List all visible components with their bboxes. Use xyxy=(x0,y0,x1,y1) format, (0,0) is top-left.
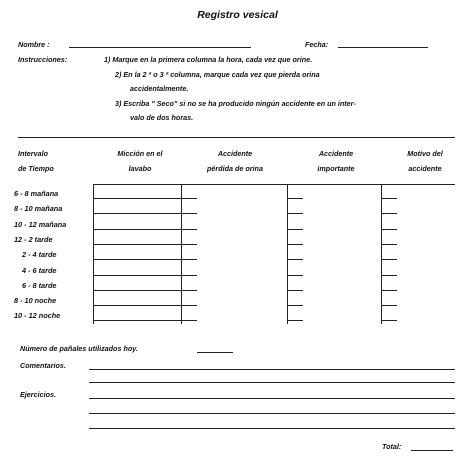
col-header-reason-line1: Motivo del xyxy=(407,149,443,158)
table-header-rule xyxy=(93,184,455,185)
instruction-3-line2: valo de dos horas. xyxy=(130,113,194,122)
name-label: Nombre : xyxy=(18,40,50,49)
table-cell[interactable] xyxy=(181,320,197,321)
col-header-small-accident-line2: pérdida de orina xyxy=(207,164,263,173)
col-header-small-accident xyxy=(188,146,282,176)
col-divider-1 xyxy=(93,184,94,324)
total-field[interactable] xyxy=(411,450,453,451)
exercises-line-1[interactable] xyxy=(89,398,455,399)
name-field[interactable] xyxy=(69,47,251,48)
table-cell[interactable] xyxy=(287,244,303,245)
col-header-small-accident-line1: Accidente xyxy=(217,149,253,158)
table-cell[interactable] xyxy=(181,290,197,291)
table-cell[interactable] xyxy=(381,320,397,321)
table-cell[interactable] xyxy=(181,259,197,260)
col-header-reason xyxy=(385,146,465,176)
row-label: 12 - 2 tarde xyxy=(14,234,53,244)
comments-line-2[interactable] xyxy=(89,382,455,383)
col-header-toilet-line1: Micción en el xyxy=(117,149,163,158)
table-cell[interactable] xyxy=(287,305,303,306)
comments-label: Comentarios. xyxy=(20,361,66,370)
table-cell[interactable] xyxy=(287,198,303,199)
col-divider-4 xyxy=(381,184,382,324)
exercises-line-2[interactable] xyxy=(89,413,455,414)
col-header-interval-line2: de Tiempo xyxy=(18,164,54,173)
table-cell[interactable] xyxy=(181,198,197,199)
table-cell[interactable] xyxy=(381,290,397,291)
table-cell[interactable] xyxy=(93,290,181,291)
col-header-reason-line2: accidente xyxy=(408,164,442,173)
col-header-major-accident-line1: Accidente xyxy=(318,149,354,158)
col-header-toilet xyxy=(95,146,185,176)
table-cell[interactable] xyxy=(93,198,181,199)
instruction-2-line2: accidentalmente. xyxy=(130,84,189,93)
table-cell[interactable] xyxy=(181,229,197,230)
table-cell[interactable] xyxy=(181,305,197,306)
row-label: 8 - 10 noche xyxy=(14,296,57,306)
col-divider-2 xyxy=(181,184,182,324)
table-cell[interactable] xyxy=(287,229,303,230)
table-cell[interactable] xyxy=(93,275,181,276)
table-cell[interactable] xyxy=(93,259,181,260)
total-label: Total: xyxy=(382,442,402,451)
table-cell[interactable] xyxy=(287,290,303,291)
col-divider-3 xyxy=(287,184,288,324)
row-label: 6 - 8 tarde xyxy=(22,280,57,290)
col-header-interval xyxy=(18,146,54,176)
table-cell[interactable] xyxy=(93,244,181,245)
table-cell[interactable] xyxy=(381,259,397,260)
row-label: 6 - 8 mañana xyxy=(14,189,59,198)
exercises-line-3[interactable] xyxy=(89,428,455,429)
table-cell[interactable] xyxy=(287,259,303,260)
pads-used-field[interactable] xyxy=(197,352,233,353)
table-cell[interactable] xyxy=(93,229,181,230)
table-cell[interactable] xyxy=(181,244,197,245)
date-label: Fecha: xyxy=(305,40,329,49)
col-header-interval-line1: Intervalo xyxy=(18,149,48,158)
instruction-1: 1) Marque en la primera columna la hora, cada vez que orine. xyxy=(104,55,313,64)
table-cell[interactable] xyxy=(181,213,197,214)
row-label: 10 - 12 noche xyxy=(14,311,61,321)
instruction-3-line1: 3) Escriba " Seco" si no se ha producido ningún accidente en un inter- xyxy=(115,99,356,108)
table-cell[interactable] xyxy=(93,305,181,306)
table-cell[interactable] xyxy=(181,275,197,276)
instructions-label: Instrucciones: xyxy=(18,55,68,64)
col-header-toilet-line2: lavabo xyxy=(128,164,152,173)
table-cell[interactable] xyxy=(381,198,397,199)
table-cell[interactable] xyxy=(93,320,181,321)
row-label: 8 - 10 mañana xyxy=(14,204,63,214)
table-top-rule xyxy=(18,137,455,138)
form-title: Registro vesical xyxy=(197,9,278,21)
table-cell[interactable] xyxy=(381,244,397,245)
date-field[interactable] xyxy=(338,47,428,48)
row-label: 2 - 4 tarde xyxy=(22,250,57,260)
col-header-major-accident xyxy=(290,146,382,176)
table-cell[interactable] xyxy=(287,213,303,214)
table-cell[interactable] xyxy=(381,229,397,230)
table-cell[interactable] xyxy=(287,275,303,276)
row-label: 10 - 12 mañana xyxy=(14,219,67,229)
instruction-2-line1: 2) En la 2 ª o 3 ª columna, marque cada vez que pierda orina xyxy=(115,70,320,79)
table-cell[interactable] xyxy=(93,213,181,214)
table-cell[interactable] xyxy=(287,320,303,321)
exercises-label: Ejercicios. xyxy=(20,390,56,399)
table-cell[interactable] xyxy=(381,305,397,306)
comments-line-1[interactable] xyxy=(89,369,455,370)
col-header-major-accident-line2: importante xyxy=(317,164,355,173)
table-cell[interactable] xyxy=(381,213,397,214)
pads-used-label: Número de pañales utilizados hoy. xyxy=(20,344,138,353)
row-label: 4 - 6 tarde xyxy=(22,265,57,275)
table-cell[interactable] xyxy=(381,275,397,276)
